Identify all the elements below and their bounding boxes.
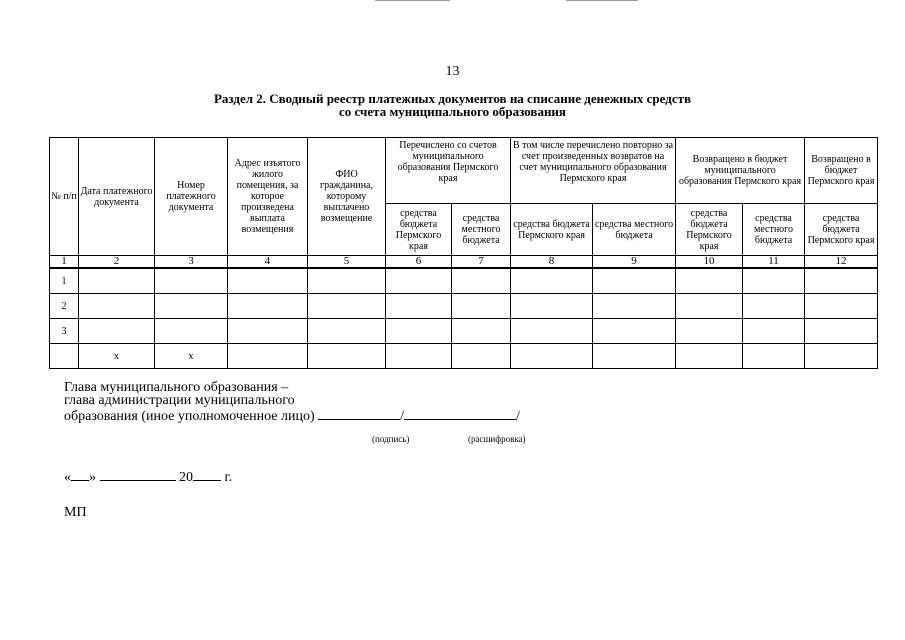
header-doc-date: Дата платежного документа	[79, 138, 155, 256]
cell-empty	[228, 268, 308, 294]
row-number: 3	[50, 319, 79, 344]
column-number: 11	[743, 256, 805, 269]
column-number: 3	[155, 256, 228, 269]
signature-separator: /	[400, 409, 405, 424]
cell-empty	[386, 319, 452, 344]
sub-regional-12: средства бюджета Пермского края	[805, 204, 878, 256]
cell-empty	[452, 319, 511, 344]
sub-local-11: средства местного бюджета	[743, 204, 805, 256]
caption-decode: (расшифровка)	[468, 434, 526, 444]
cell-empty	[676, 294, 743, 319]
decode-field	[404, 407, 516, 420]
cell-empty	[805, 319, 878, 344]
cell-empty	[511, 319, 593, 344]
cell-empty	[743, 319, 805, 344]
cell-empty	[593, 294, 676, 319]
date-line	[64, 468, 232, 486]
cell-empty	[743, 294, 805, 319]
year-prefix: 20	[179, 470, 193, 485]
column-number: 8	[511, 256, 593, 269]
column-number: 4	[228, 256, 308, 269]
year-field	[193, 468, 221, 481]
column-number: 6	[386, 256, 452, 269]
cell-date	[79, 294, 155, 319]
row-number: 2	[50, 294, 79, 319]
header-row-1	[50, 138, 878, 204]
cell-empty	[743, 268, 805, 294]
cell-empty	[308, 294, 386, 319]
header-address: Адрес изъятого жилого помещения, за которое произведена выплата возмещения	[228, 138, 308, 256]
header-doc-number: Номер платежного документа	[155, 138, 228, 256]
cell-empty	[805, 268, 878, 294]
signature-line3-wrap	[64, 407, 520, 423]
table-row	[50, 268, 878, 294]
cell-date	[79, 268, 155, 294]
signature-field	[318, 407, 400, 420]
header-transferred: Перечислено со счетов муниципального образования Пермского края	[386, 138, 511, 204]
header-returned-municipal: Возвращено в бюджет муниципального образования Пермского края	[676, 138, 805, 204]
sub-regional-6: средства бюджета Пермского края	[386, 204, 452, 256]
sub-local-7: средства местного бюджета	[452, 204, 511, 256]
cell-empty	[308, 319, 386, 344]
cell-empty	[452, 344, 511, 369]
section-title-line1: Раздел 2. Сводный реестр платежных документов на списание денежных средств	[213, 91, 692, 106]
cell-empty	[511, 268, 593, 294]
cell-empty	[228, 344, 308, 369]
caption-sign: (подпись)	[372, 434, 410, 444]
signature-separator: /	[516, 409, 520, 424]
cell-empty	[228, 294, 308, 319]
cell-empty	[593, 319, 676, 344]
signature-line2: глава администрации муниципального	[64, 393, 295, 408]
scan-edge-line-right	[566, 0, 638, 1]
cell-empty	[805, 294, 878, 319]
cell-empty	[308, 344, 386, 369]
cell-empty	[386, 294, 452, 319]
cell-date: х	[79, 344, 155, 369]
cell-empty	[593, 344, 676, 369]
date-open-quote: «	[64, 470, 71, 485]
column-number: 9	[593, 256, 676, 269]
scan-edge-line-left	[375, 0, 450, 1]
year-suffix: г.	[224, 470, 233, 485]
cell-empty	[593, 268, 676, 294]
cell-empty	[743, 344, 805, 369]
cell-empty	[676, 344, 743, 369]
cell-empty	[228, 319, 308, 344]
cell-empty	[452, 268, 511, 294]
column-number: 7	[452, 256, 511, 269]
payment-register-table	[49, 137, 878, 369]
cell-number	[155, 294, 228, 319]
sub-regional-10: средства бюджета Пермского края	[676, 204, 743, 256]
header-number: № п/п	[50, 138, 79, 256]
header-returned-regional: Возвращено в бюджет Пермского края	[805, 138, 878, 204]
column-number: 1	[50, 256, 79, 269]
column-number-row	[50, 256, 878, 269]
cell-empty	[452, 294, 511, 319]
month-field	[100, 468, 176, 481]
page-number: 13	[445, 64, 460, 79]
cell-empty	[676, 268, 743, 294]
header-transferred-again: В том числе перечислено повторно за счет произведенных возвратов на счет муниципального образования Пермского края	[511, 138, 676, 204]
sub-local-9: средства местного бюджета	[593, 204, 676, 256]
column-number: 5	[308, 256, 386, 269]
cell-empty	[386, 268, 452, 294]
column-number: 12	[805, 256, 878, 269]
row-number	[50, 344, 79, 369]
date-close-quote: »	[89, 470, 96, 485]
table-row	[50, 344, 878, 369]
signature-line1: Глава муниципального образования –	[64, 380, 289, 395]
section-title	[0, 92, 905, 118]
section-title-line2: со счета муниципального образования	[339, 104, 566, 119]
signature-line3: образования (иное уполномоченное лицо)	[64, 409, 315, 424]
cell-empty	[511, 344, 593, 369]
cell-empty	[511, 294, 593, 319]
cell-number: х	[155, 344, 228, 369]
header-citizen-name: ФИО гражданина, которому выплачено возмещение	[308, 138, 386, 256]
sub-regional-8: средства бюджета Пермского края	[511, 204, 593, 256]
cell-empty	[308, 268, 386, 294]
table-row	[50, 319, 878, 344]
cell-number	[155, 268, 228, 294]
cell-empty	[386, 344, 452, 369]
cell-date	[79, 319, 155, 344]
day-field	[71, 468, 89, 481]
cell-number	[155, 319, 228, 344]
cell-empty	[676, 319, 743, 344]
stamp-label: МП	[64, 505, 87, 520]
row-number: 1	[50, 268, 79, 294]
cell-empty	[805, 344, 878, 369]
table-row	[50, 294, 878, 319]
column-number: 10	[676, 256, 743, 269]
signature-block	[64, 381, 520, 423]
column-number: 2	[79, 256, 155, 269]
